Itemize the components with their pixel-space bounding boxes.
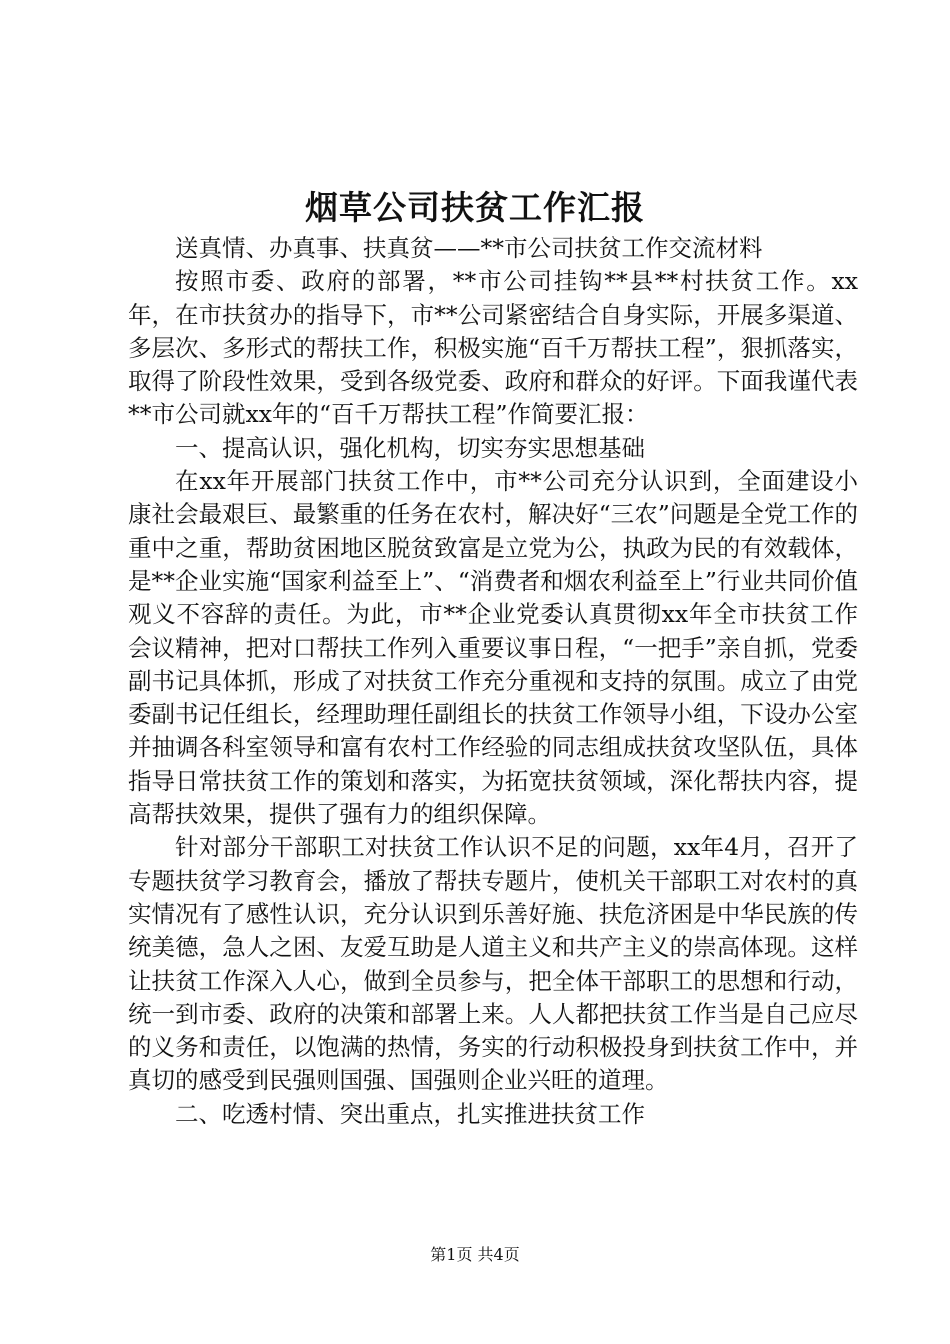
section-heading-1: 一、提高认识，强化机构，切实夯实思想基础 bbox=[175, 433, 645, 462]
paragraph-section1-a: 在xx年开展部门扶贫工作中，市**公司充分认识到，全面建设小康社会最艰巨、最繁重的任务在农村，解决好“三农”问题是全党工作的重中之重，帮助贫困地区脱贫致富是立党为公，执政为民的有效载体，是**企业实施“国家利益至上”、“消费者和烟农利益至上”行业共同价值观义不容辞的责任。为此，市**企业党委认真贯彻xx年全市扶贫工作会议精神，把对口帮扶工作列入重要议事日程，“一把手”亲自抓，党委副书记具体抓，形成了对扶贫工作充分重视和支持的氛围。成立了由党委副书记任组长，经理助理任副组长的扶贫工作领导小组，下设办公室并抽调各科室领导和富有农村工作经验的同志组成扶贫攻坚队伍，具体指导日常扶贫工作的策划和落实，为拓宽扶贫领域，深化帮扶内容，提高帮扶效果，提供了强有力的组织保障。 bbox=[128, 467, 858, 829]
document-title: 烟草公司扶贫工作汇报 bbox=[305, 188, 645, 227]
paragraph-subtitle: 送真情、办真事、扶真贫——**市公司扶贫工作交流材料 bbox=[175, 234, 763, 262]
document-body bbox=[128, 232, 858, 1131]
section-heading-2: 二、吃透村情、突出重点，扎实推进扶贫工作 bbox=[175, 1099, 645, 1128]
paragraph-intro: 按照市委、政府的部署，**市公司挂钩**县**村扶贫工作。xx年，在市扶贫办的指导下，市**公司紧密结合自身实际，开展多渠道、多层次、多形式的帮扶工作，积极实施“百千万帮扶工程”，狠抓落实，取得了阶段性效果，受到各级党委、政府和群众的好评。下面我谨代表**市公司就xx年的“百千万帮扶工程”作简要汇报： bbox=[128, 267, 858, 429]
paragraph-section1-b: 针对部分干部职工对扶贫工作认识不足的问题，xx年4月，召开了专题扶贫学习教育会，播放了帮扶专题片，使机关干部职工对农村的真实情况有了感性认识，充分认识到乐善好施、扶危济困是中华民族的传统美德，急人之困、友爱互助是人道主义和共产主义的崇高体现。这样让扶贫工作深入人心，做到全员参与，把全体干部职工的思想和行动，统一到市委、政府的决策和部署上来。人人都把扶贫工作当是自己应尽的义务和责任，以饱满的热情，务实的行动积极投身到扶贫工作中，并真切的感受到民强则国强、国强则企业兴旺的道理。 bbox=[128, 833, 858, 1095]
page-number-footer: 第1页 共4页 bbox=[430, 1245, 520, 1264]
